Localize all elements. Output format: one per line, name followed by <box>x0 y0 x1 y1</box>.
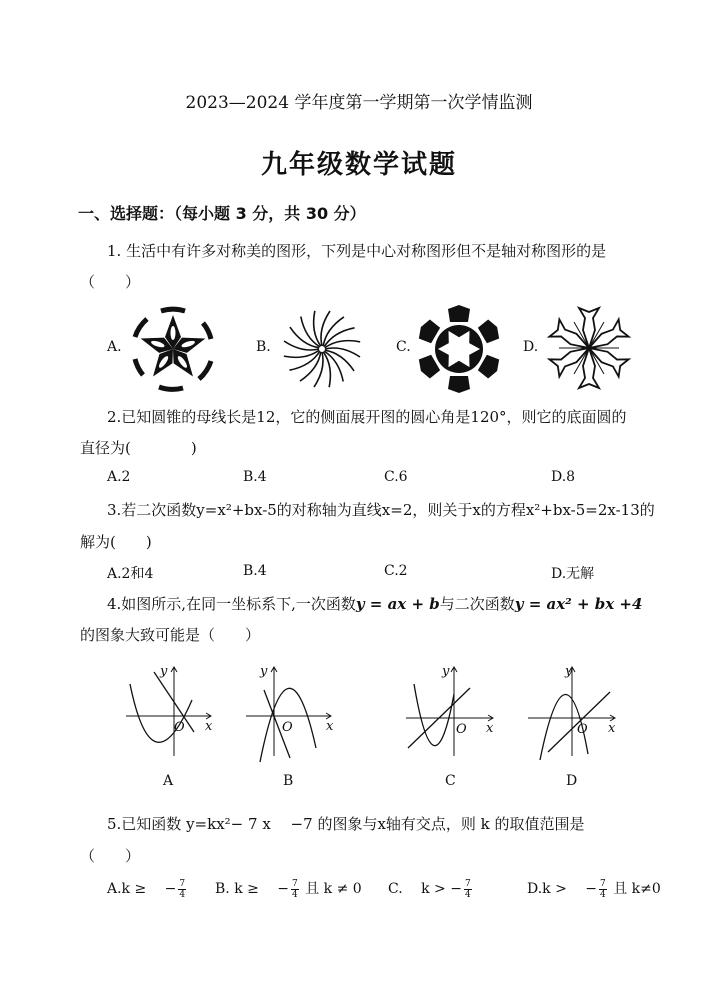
q1-option-b-label: B. <box>256 339 271 355</box>
snowflake-star-icon <box>130 306 216 392</box>
q5-option-c <box>388 878 474 900</box>
snowflake-flower-icon <box>545 304 633 392</box>
q4-graph-a <box>122 662 222 762</box>
graph-d-label: D <box>566 773 578 789</box>
q5-option-b-text: B. k ≥ − <box>215 881 290 897</box>
q3-option-b: B.4 <box>243 563 267 579</box>
q1-option-c-label: C. <box>396 339 411 355</box>
q5-option-a-text: A.k ≥ − <box>107 881 177 897</box>
fraction-numerator: 7 <box>292 878 298 889</box>
q4-graph-c <box>404 662 504 762</box>
q2-option-d: D.8 <box>551 469 576 485</box>
graph-d-x-label: x <box>608 721 616 736</box>
fraction-denominator: 4 <box>464 889 471 900</box>
q5-option-d <box>527 878 661 900</box>
question-2-answer-blank: 直径为( ) <box>80 439 197 457</box>
q5-option-b-fraction <box>291 879 299 900</box>
question-4-text <box>107 593 642 614</box>
q5-option-b <box>215 878 362 900</box>
graph-b-y-label: y <box>260 664 268 679</box>
q3-option-d: D.无解 <box>551 566 595 582</box>
graph-d-y-label: y <box>565 664 573 679</box>
q2-option-c: C.6 <box>384 469 408 485</box>
question-4-answer-blank: 的图象大致可能是（ ） <box>80 626 261 644</box>
fraction-denominator: 4 <box>600 889 606 900</box>
graph-d-origin-label: O <box>577 722 588 737</box>
snowflake-hexagon-icon <box>416 306 502 392</box>
question-5-answer-blank: （ ） <box>80 847 141 865</box>
q4-text-part1: 4.如图所示,在同一坐标系下,一次函数 <box>107 595 356 613</box>
q4-text-part2: 与二次函数 <box>439 595 515 613</box>
q1-option-d-label: D. <box>523 339 539 355</box>
question-3-text: 3.若二次函数y=x²+bx-5的对称轴为直线x=2，则关于x的方程x²+bx-5=2x-13的 <box>107 501 655 519</box>
fraction-denominator: 4 <box>179 889 186 900</box>
q4-graph-d <box>526 662 626 762</box>
q5-option-d-fraction <box>599 879 607 900</box>
page-title: 九年级数学试题 <box>260 150 457 180</box>
graph-c-label: C <box>445 773 456 789</box>
q5-option-b-suffix: 且 k ≠ 0 <box>300 881 362 897</box>
fraction-numerator: 7 <box>600 878 606 889</box>
graph-a-y-label: y <box>160 664 168 679</box>
question-2-text: 2.已知圆锥的母线长是12，它的侧面展开图的圆心角是120°，则它的底面圆的 <box>107 408 627 426</box>
question-5-text: 5.已知函数 y=kx²− 7 x −7 的图象与x轴有交点，则 k 的取值范围是 <box>107 815 585 833</box>
fraction-numerator: 7 <box>464 878 471 889</box>
graph-b-origin-label: O <box>282 720 293 735</box>
swirl-icon <box>279 306 365 392</box>
question-1-text: 1. 生活中有许多对称美的图形，下列是中心对称图形但不是轴对称图形的是 <box>107 242 607 260</box>
graph-a-x-label: x <box>205 719 213 734</box>
q4-graph-b <box>244 662 344 762</box>
question-1-answer-blank: （ ） <box>80 273 141 291</box>
graph-c-y-label: y <box>442 664 450 679</box>
q5-option-c-text: C. k > − <box>388 881 462 897</box>
q3-option-c: C.2 <box>384 563 408 579</box>
exam-header: 2023—2024 学年度第一学期第一次学情监测 <box>185 93 533 113</box>
graph-a-origin-label: O <box>174 720 185 735</box>
graph-a-label: A <box>163 773 174 789</box>
q5-option-a <box>107 878 188 900</box>
q5-option-d-suffix: 且 k≠0 <box>608 881 661 897</box>
graph-c-origin-label: O <box>456 722 467 737</box>
question-3-answer-blank: 解为( ) <box>80 533 152 551</box>
graph-c-x-label: x <box>486 721 494 736</box>
q4-linear-equation: y = ax + b <box>355 595 440 613</box>
q5-option-c-fraction <box>464 879 472 900</box>
fraction-denominator: 4 <box>292 889 298 900</box>
section-title: 一、选择题：（每小题 3 分，共 30 分） <box>78 204 366 223</box>
q2-option-a: A.2 <box>107 469 131 485</box>
q1-option-a-label: A. <box>107 339 122 355</box>
q2-option-b: B.4 <box>243 469 267 485</box>
graph-b-x-label: x <box>326 719 334 734</box>
q3-option-a: A.2和4 <box>107 566 154 582</box>
q5-option-d-text: D.k > − <box>527 881 598 897</box>
q4-quadratic-equation: y = ax² + bx +4 <box>514 595 643 613</box>
q5-option-a-fraction <box>178 879 186 900</box>
fraction-numerator: 7 <box>179 878 186 889</box>
graph-b-label: B <box>283 773 294 789</box>
